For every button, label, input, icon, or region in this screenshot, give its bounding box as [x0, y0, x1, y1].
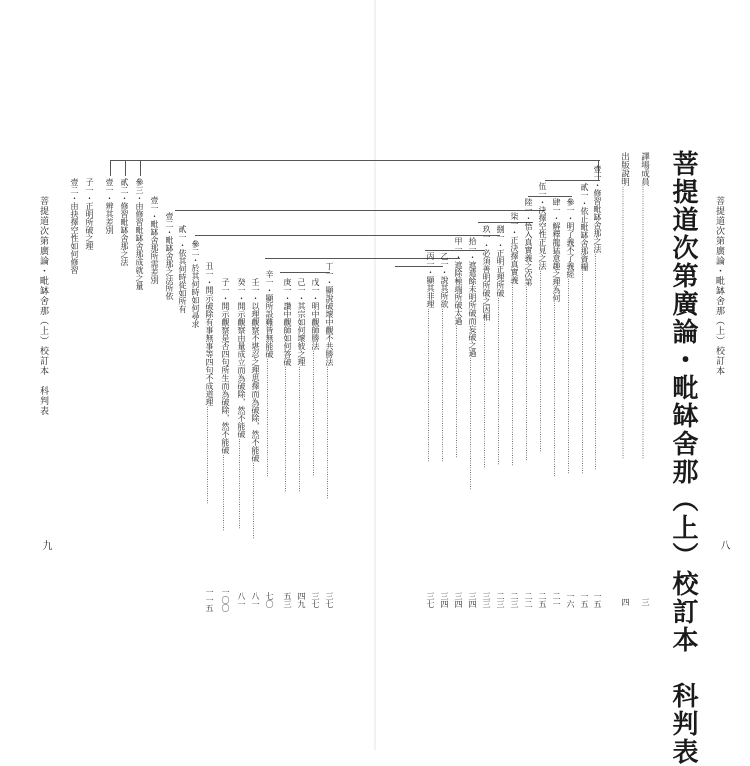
page-gutter: [374, 0, 376, 750]
leader-dots: …………………………………………………………………: [552, 302, 560, 477]
node-page: 一〇〇: [221, 588, 230, 612]
node-page: 三三: [482, 592, 491, 608]
meta-label: 譯場成員: [639, 152, 650, 186]
node-label: 肆一・解釋龍猛意趣之理為何: [552, 198, 561, 302]
leader-dots: …………………………………………………………………: [524, 286, 532, 461]
outline-branch: [125, 160, 126, 176]
node-page: 四九: [297, 592, 306, 608]
node-label: 庚一・讚中觀師如何答破: [283, 278, 292, 366]
node-label: 己一・其宗如何壞彼之理: [297, 278, 306, 366]
outline-node: [311, 278, 319, 476]
node-label: 甲一・遮除極端所破太過: [454, 237, 463, 325]
running-header-left: 菩提道次第廣論・毗缽舍那（上）校訂本 科判表: [38, 196, 48, 416]
outline-node: 壹一・辨其差別: [105, 178, 114, 234]
outline-node: [552, 198, 560, 477]
outline-node: [426, 252, 434, 462]
node-label: 柒一・正決擇真實義: [510, 212, 519, 284]
outline-node: 貳二・修習毗缽舍那之法: [120, 178, 129, 266]
node-page: 一五: [593, 592, 602, 608]
leader-dots: …………………………………………………………………………………: [593, 253, 601, 470]
outline-rule: [395, 266, 443, 267]
leader-dots: ……………………………………: [205, 406, 213, 504]
leader-dots: …………………………………………………………: [440, 308, 448, 462]
page-number-left: 九: [40, 540, 51, 550]
node-page: 三四: [454, 592, 463, 608]
node-label: 乙一・說其所欲: [440, 252, 449, 308]
node-label: 玖一・必須善明所破之因相: [482, 225, 491, 321]
outline-node: [440, 252, 448, 462]
node-label: 伍一・決擇空性正見之法: [538, 182, 547, 270]
outline-node: [524, 198, 532, 461]
leader-dots: ……………………………: [221, 454, 229, 531]
outline-top-rule: [110, 160, 600, 161]
node-page: 二三: [496, 592, 505, 608]
node-label: 子一・開示觀察是否四句所生而為破除，然不能破: [221, 278, 230, 454]
node-label: 參一・明了義不了義經: [566, 198, 575, 278]
leader-dots: ………………………………………………: [311, 350, 319, 476]
outline-node: 子一・正明所破之理: [85, 178, 94, 250]
meta-page-publishing-note: 四: [621, 598, 630, 606]
leader-dots: ……………………………………………………………………………: [580, 271, 588, 474]
outline-rule: [528, 196, 572, 197]
outline-node: [566, 198, 574, 474]
outline-rule: [545, 180, 600, 181]
outline-node: [468, 237, 476, 490]
page-title: 菩提道次第廣論・毗缽舍那（上）校訂本 科判表: [668, 150, 698, 766]
leader-dots: …………………………………………………………………………: [566, 278, 574, 474]
node-page: 三四: [440, 592, 449, 608]
outline-node: 壹二・毗缽舍那之法所依: [165, 212, 174, 300]
node-page: 八一: [237, 592, 246, 608]
outline-node: 參三・由修習毗缽舍那成就之量: [135, 178, 144, 290]
outline-node: [221, 278, 229, 531]
leader-dots: ………………………………………………: [297, 366, 305, 492]
leader-dots: …………………………………………………: [454, 325, 462, 458]
node-label: 丁一・顯說破壞中觀不共勝法: [325, 262, 334, 366]
node-label: 拾一・遮遣餘未明所破而妄破之過: [468, 237, 477, 357]
leader-dots: ………………………………………………………: [482, 321, 490, 468]
node-page: 三七: [311, 592, 320, 608]
node-page: 八一: [251, 592, 260, 608]
node-label: 陸一・悟入真實義之次第: [524, 198, 533, 286]
node-label: 丑一・開示破除有事無事等四句不成道理: [205, 262, 214, 406]
outline-node: [593, 165, 601, 470]
outline-branch: [110, 160, 111, 176]
meta-label: 出版說明: [619, 152, 630, 186]
outline-node: [580, 183, 588, 474]
outline-node: [237, 278, 245, 529]
meta-page-credits: 三: [641, 598, 650, 606]
node-label: 捌一・正明正理所破: [496, 225, 505, 297]
node-page: 一一五: [205, 588, 214, 612]
outline-rule: [280, 272, 330, 273]
leader-dots: ………………………………………………………………………………………………………: [640, 186, 649, 459]
node-page: 七〇: [265, 592, 274, 608]
leader-dots: ………………………………………………………………: [496, 297, 504, 465]
meta-entry-credits: [640, 152, 649, 459]
outline-node: 參二・於其何時如何尋求: [191, 240, 200, 328]
leader-dots: …………………………………………………: [468, 357, 476, 490]
meta-entry-publishing-note: [620, 152, 629, 459]
node-page: 二二: [524, 592, 533, 608]
node-page: 二三: [510, 592, 519, 608]
running-header-right: 菩提道次第廣論・毗缽舍那（上）校訂本: [714, 196, 724, 376]
outline-rule: [175, 210, 545, 211]
node-page: 一五: [580, 592, 589, 608]
page-number-right: 八: [718, 540, 729, 550]
outline-node: [538, 182, 546, 452]
node-label: 戊一・明中觀師勝法: [311, 278, 320, 350]
outline-node: [265, 270, 273, 477]
outline-node: [510, 212, 518, 466]
outline-node: 貳一・依其何時從如所有: [178, 225, 187, 313]
node-label: 丙一・顯其非理: [426, 252, 435, 308]
node-page: 五三: [283, 592, 292, 608]
node-page: 三七: [426, 592, 435, 608]
outline-rule: [195, 235, 500, 236]
leader-dots: …………………………………: [237, 438, 245, 529]
node-page: 二五: [538, 592, 547, 608]
node-page: 三四: [468, 592, 477, 608]
leader-dots: …………………………………………………………: [426, 308, 434, 462]
node-page: 三七: [325, 592, 334, 608]
leader-dots: ……………………………………………………………………: [538, 270, 546, 452]
outline-node: [482, 225, 490, 468]
outline-node: [454, 237, 462, 458]
node-page: 二一: [552, 592, 561, 608]
leader-dots: ……………………………: [251, 462, 259, 539]
leader-dots: …………………………………………………: [325, 366, 333, 499]
outline-node: 壹一・毗缽舍那所需差別: [150, 196, 159, 284]
outline-node: [297, 278, 305, 492]
leader-dots: ………………………………………………: [283, 366, 291, 492]
node-page: 一六: [566, 592, 575, 608]
outline-node: 壹二・由抉擇空性如何修習: [70, 178, 79, 274]
outline-node: [251, 278, 259, 539]
outline-node: [283, 278, 291, 492]
node-label: 貳一・依止毗缽舍那資糧: [580, 183, 589, 271]
node-label: 壹一・修習毗缽舍那之法: [593, 165, 602, 253]
leader-dots: ……………………………………………………………………: [510, 284, 518, 466]
leader-dots: ………………………………………………………………………………………………………: [620, 186, 629, 459]
node-label: 壬一・以理觀察不堪忍之理思擇而為破除，然不能破: [251, 278, 260, 462]
outline-branch: [140, 160, 141, 176]
node-label: 癸一・開示觀察由量成立而為破除，然不能破: [237, 278, 246, 438]
outline-node: [496, 225, 504, 465]
outline-node: [325, 262, 333, 499]
leader-dots: ……………………………………………: [265, 358, 273, 477]
outline-node: [205, 262, 213, 504]
node-label: 辛一・顯所設難皆無能破: [265, 270, 274, 358]
